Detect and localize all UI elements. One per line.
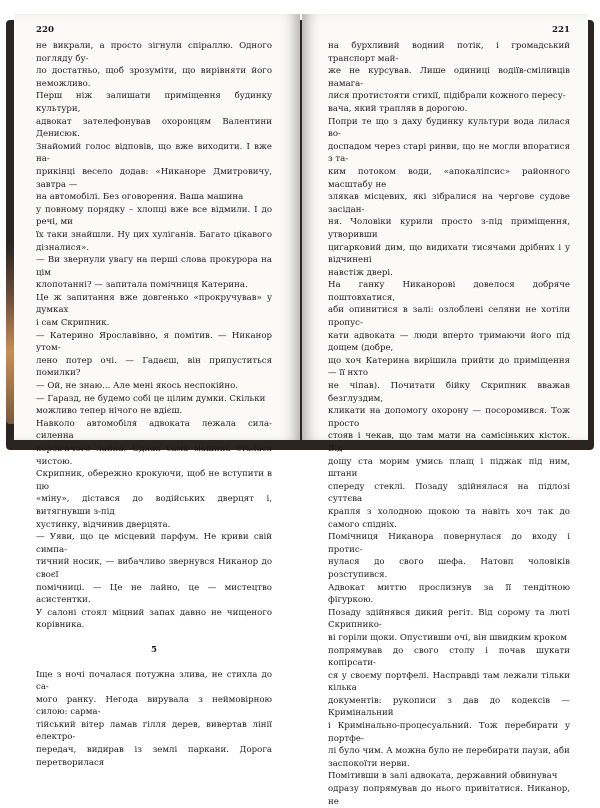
text-line: у повному порядку – хлопці вже все відмили. І до речі, ми	[36, 204, 272, 228]
text-line: — Ви звернули увагу на перші слова прокурора на цім	[36, 255, 272, 278]
text-line: Іще з ночі почалася потужна злива, не стихла до са-	[36, 669, 272, 693]
text-line: мого ранку. Негода вирувала з неймовірною силою: сарма-	[36, 694, 272, 718]
text-line: спереду стеклі. Позаду здійнялася на підлозі суттєва	[328, 481, 570, 505]
text-line: доспадом через старі ринви, що не могли впоратися з та-	[328, 141, 570, 165]
text-line: хустинку, відчинив дверцята.	[36, 519, 171, 530]
text-line: тичний носик, — вибачливо звернувся Никанор до своєї	[36, 557, 272, 580]
text-line: на бурхливий водний потік, і громадський транспорт май-	[328, 41, 570, 64]
text-line: — Катерино Ярославівно, я помітив. — Никанор утом-	[36, 330, 272, 354]
text-line: прикінці весело додав: «Никаноре Дмитровичу, завтра —	[36, 166, 272, 190]
text-line: дощу ста морим умись плащ і піджак під ним, штани	[328, 456, 570, 480]
text-line: передач, видирав із землі паркани. Дорога перетворилася	[36, 745, 272, 768]
text-line: же не курсував. Лише одиниці водіїв-сміливців намага-	[328, 66, 570, 89]
text-line: цигарковий дим, що видихати тисячами дрібних і у відчинені	[328, 242, 570, 266]
text-line: на автомобілі. Без оговорення. Ваша машина	[36, 192, 244, 203]
text-line: Знайомий голос відповів, що вже виходити. І вже на-	[36, 141, 272, 165]
text-line: Навколо автомобіля адвоката лежала сила-силенна	[36, 418, 272, 442]
text-line: вача, який трапляв в дорогою.	[328, 103, 468, 114]
text-line: адвокат зателефонував охоронцям Валентини Денисюк.	[36, 116, 272, 140]
text-line: лі було чим. А можна було не перебирати паузи, аби	[328, 746, 570, 757]
text-line: ня. Чоловіки курили просто з-під приміщення, утворивши	[328, 217, 570, 240]
text-line: і Кримінально-процесуальний. Тож перебирати у портфе-	[328, 721, 570, 744]
open-book	[6, 14, 594, 807]
text-line: — Гаразд, не будемо собі це цілим думки. Скільки	[36, 393, 266, 404]
text-line: документів: рукописи з дав до кодексів — Кримінальний	[328, 695, 570, 719]
text-line: — Ой, не знаю... Але мені якось неспокійно.	[36, 381, 239, 392]
chapter-number: 5	[151, 644, 157, 655]
text-line: навстіж двері.	[328, 267, 393, 278]
text-line: можливо тепер нічого не вдієш.	[36, 406, 183, 417]
text-line: кликати на допомогу охорону — посоромився. Тож просто	[328, 406, 570, 429]
text-line: лено потер очі. — Гадаєш, він припуститься помилки?	[36, 355, 272, 379]
text-line: У салоні стоял міцний запах давно не чищеного корівника.	[36, 607, 272, 631]
text-line: і сам Скрипник.	[36, 318, 110, 329]
right-page	[302, 14, 588, 807]
left-page-text	[36, 40, 272, 769]
text-line: — Уяви, що це місцевий парфум. Не криви свій симпа-	[36, 532, 272, 555]
text-line: Позаду здійнявся дикий регіт. Від сорому та люті Скрипнико-	[328, 607, 570, 631]
text-line: лися протистояти стихії, підібрали кожного пересу-	[328, 91, 566, 102]
text-line: не чіпав). Почитати бійку Скрипник вважав безглуздим,	[328, 381, 570, 404]
text-line: одразу попрямував до нього привітатися. Никанор, не	[328, 784, 570, 807]
text-line: попрямував до свого столу і почав шукати копірсати-	[328, 645, 570, 669]
text-line: ло достатньо, щоб зрозуміти, що вирівняти його неможливо.	[36, 66, 272, 89]
text-line: На ганку Никанорові довелося добряче поштовхатися,	[328, 280, 570, 303]
text-line: заспокоїти нерви.	[328, 758, 410, 769]
text-line: крапля з холодною щокою та навіть хоч так до самого спідніх.	[328, 506, 570, 530]
text-line: тійський вітер ламав гілля дерев, вивертав лінії електро-	[36, 719, 272, 743]
text-line: Скрипник, обережно крокуючи, щоб не вступити в цю	[36, 469, 272, 492]
text-line: не викрали, а просто зігнули спіраллю. Одного погляду бу-	[36, 41, 272, 64]
text-line: коров'ячого лайна. Однак сама машина сталася чистою.	[36, 444, 272, 467]
left-page	[14, 14, 300, 768]
text-line: клопотанні? — запитала помічниця Катерина.	[36, 280, 248, 291]
text-line: кати адвоката — люди вперто тримаючи його під дощем (добре,	[328, 330, 570, 354]
text-line: нулася до свого шефа. Натовп чоловіків розступився.	[328, 557, 570, 580]
text-line: помічниці. — Це не лайно, це — мистецтво асистентки.	[36, 582, 272, 606]
text-line: їх таки знайшли. Ну цих хуліганів. Багато цікавого дізналися».	[36, 229, 272, 253]
right-page-number: 221	[552, 25, 570, 35]
text-line: «міну», дістався до водійських дверцят і, витягнувши з-під	[36, 494, 272, 517]
text-line: що хоч Катерина вирішила прийти до приміщення — її нхто	[328, 355, 570, 379]
text-line: ві горіли щоки. Опустивши очі, він швидким кроком	[328, 632, 568, 643]
text-line: стояв і чекав, що там мати на самісіньких кісток. Від	[328, 431, 570, 454]
text-line: Це ж запитання вже довгенько «прокручував» у думках	[36, 292, 272, 316]
text-line: Помічниця Никанора повернулася до входу і протис-	[328, 532, 570, 555]
text-line: ким потоком води, «апокаліпсис» районного масштабу не	[328, 166, 570, 190]
text-line: аби опинитися в залі: озлоблені селяни не хотіли пропус-	[328, 305, 570, 329]
text-line: Перш ніж залишати приміщення будинку культури,	[36, 91, 272, 114]
text-line: Попри те що з даху будинку культури вода лилася во-	[328, 116, 570, 140]
text-line: ся у своєму портфелі. Насправді там лежали тільки кілька	[328, 670, 570, 694]
text-line: Адвокат миттю прослизнув за її тендітною фігуркою.	[328, 582, 570, 606]
left-page-number: 220	[36, 25, 54, 35]
text-line: Помітивши в залі адвоката, державний обвинувач	[328, 771, 558, 782]
right-page-text	[328, 40, 570, 808]
text-line: злякав місцевих, які зібралися на чергове судове засідан-	[328, 192, 570, 215]
